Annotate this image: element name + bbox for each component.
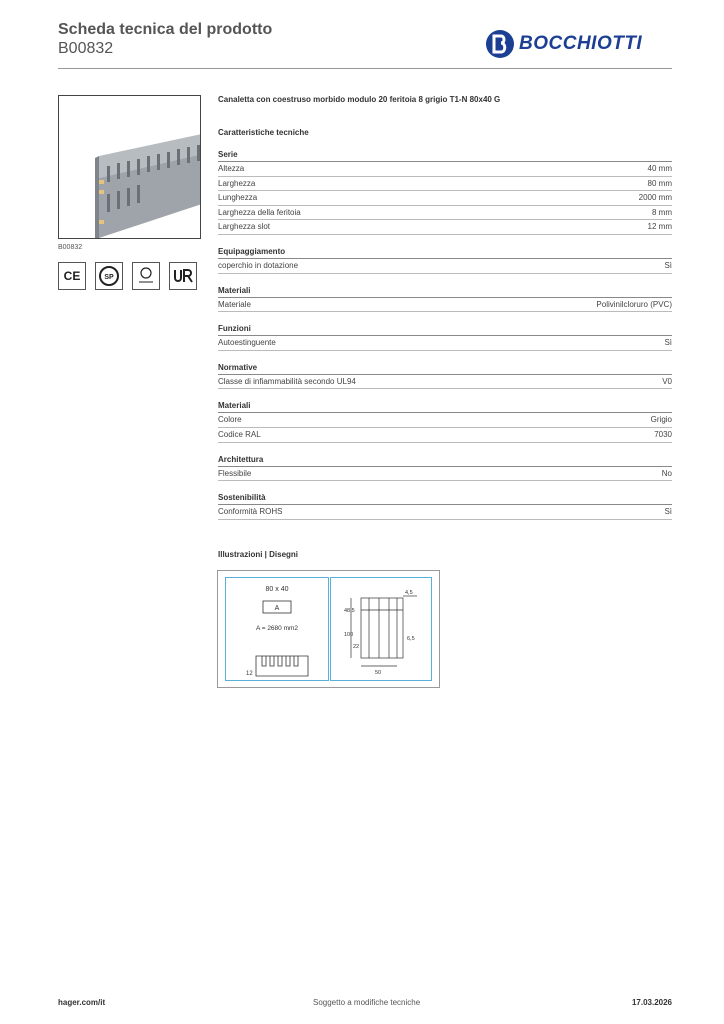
logo-text: BOCCHIOTTI	[519, 33, 643, 54]
drawing-size-label: 80 x 40	[265, 586, 289, 593]
cross-section-svg	[226, 578, 328, 680]
spec-row	[218, 467, 672, 482]
spec-row	[218, 191, 672, 206]
csa-logo	[98, 265, 120, 287]
spec-value: Sì	[664, 338, 672, 348]
spec-row	[218, 206, 672, 221]
spec-value: 40 mm	[647, 164, 672, 173]
image-caption: B00832	[58, 244, 83, 251]
spec-row	[218, 298, 672, 313]
section-title: Equipaggiamento	[218, 247, 672, 259]
drawing-area-symbol: A	[274, 605, 280, 612]
ul-recognized-icon	[132, 262, 160, 290]
spec-section	[218, 247, 672, 274]
footer-date: 17.03.2026	[631, 998, 672, 1007]
spec-value: V0	[662, 376, 672, 386]
certification-marks	[58, 262, 197, 290]
ul-logo	[135, 265, 157, 287]
spec-value: 12 mm	[647, 222, 672, 232]
dimension-svg	[331, 578, 431, 680]
spec-value: 2000 mm	[638, 193, 672, 203]
csa-mark-icon	[95, 262, 123, 290]
section-title: Architettura	[218, 455, 672, 467]
illustrations-title: Illustrazioni | Disegni	[218, 550, 299, 559]
brand-logo	[486, 29, 642, 59]
section-title: Funzioni	[218, 324, 672, 336]
footer-note: Soggetto a modifiche tecniche	[313, 998, 421, 1007]
spec-label: Larghezza della feritoia	[218, 207, 301, 217]
illustrations-box	[217, 570, 440, 688]
section-title: Materiali	[218, 401, 672, 413]
spec-row	[218, 505, 672, 520]
spec-section	[218, 286, 672, 313]
spec-section	[218, 401, 672, 442]
spec-label: Altezza	[218, 164, 245, 173]
product-description: Canaletta con coestruso morbido modulo 20 feritoia 8 grigio T1-N 80x40 G	[218, 95, 501, 104]
dim-label-top: 4,5	[405, 590, 413, 596]
cross-section-drawing	[225, 577, 329, 681]
spec-value: 7030	[654, 429, 672, 439]
ce-mark-icon	[58, 262, 86, 290]
spec-label: Classe di infiammabilità secondo UL94	[218, 376, 356, 386]
spec-row	[218, 259, 672, 274]
spec-section	[218, 455, 672, 482]
header-divider	[58, 68, 672, 69]
spec-section	[218, 324, 672, 351]
spec-label: Larghezza slot	[218, 222, 271, 232]
dim-label-left1: 48,5	[344, 608, 355, 614]
section-title: Normative	[218, 363, 672, 375]
spec-label: Colore	[218, 415, 242, 425]
page-title: Scheda tecnica del prodotto	[58, 21, 273, 38]
spec-value: Grigio	[650, 415, 672, 425]
spec-row	[218, 413, 672, 428]
product-image	[58, 95, 201, 239]
spec-section	[218, 150, 672, 235]
spec-section	[218, 363, 672, 390]
spec-value: 8 mm	[652, 207, 672, 217]
cert-label-ce: CE	[63, 269, 81, 283]
spec-row	[218, 336, 672, 351]
product-code: B00832	[58, 40, 114, 57]
spec-value: Sì	[664, 507, 672, 517]
spec-label: Autoestinguente	[218, 338, 276, 348]
logo-b-icon	[486, 30, 514, 58]
spec-sections	[218, 150, 672, 520]
svg-text:SP: SP	[104, 274, 114, 281]
spec-label: Codice RAL	[218, 429, 261, 439]
spec-label: Materiale	[218, 299, 251, 309]
tech-title: Caratteristiche tecniche	[218, 128, 309, 137]
dimension-drawing	[330, 577, 432, 681]
drawing-area-label: A = 2680 mm2	[255, 625, 299, 632]
spec-label: Conformità ROHS	[218, 507, 283, 517]
spec-section	[218, 493, 672, 520]
ur-logo	[172, 265, 194, 287]
spec-row	[218, 375, 672, 390]
footer-website: hager.com/it	[58, 998, 106, 1007]
spec-value: Polivinilcloruro (PVC)	[596, 299, 672, 309]
ur-mark-icon	[169, 262, 197, 290]
spec-label: Larghezza	[218, 178, 256, 188]
dim-label-right: 6,5	[407, 636, 415, 642]
spec-row	[218, 177, 672, 192]
spec-row	[218, 162, 672, 177]
dim-label-left2: 100	[344, 632, 354, 638]
spec-value: 80 mm	[647, 178, 672, 188]
spec-label: Flessibile	[218, 468, 252, 478]
spec-label: coperchio in dotazione	[218, 260, 299, 270]
section-title: Serie	[218, 150, 672, 162]
drawing-slot-label: 12	[246, 671, 253, 677]
spec-label: Lunghezza	[218, 193, 258, 203]
section-title: Materiali	[218, 286, 672, 298]
spec-row	[218, 220, 672, 235]
dim-label-bottom: 50	[375, 670, 382, 676]
spec-row	[218, 428, 672, 443]
specifications-panel	[218, 95, 672, 520]
dim-label-bottom-left: 22	[353, 644, 360, 650]
spec-value: No	[661, 468, 672, 478]
section-title: Sostenibilità	[218, 493, 672, 505]
spec-value: Sì	[664, 260, 672, 270]
